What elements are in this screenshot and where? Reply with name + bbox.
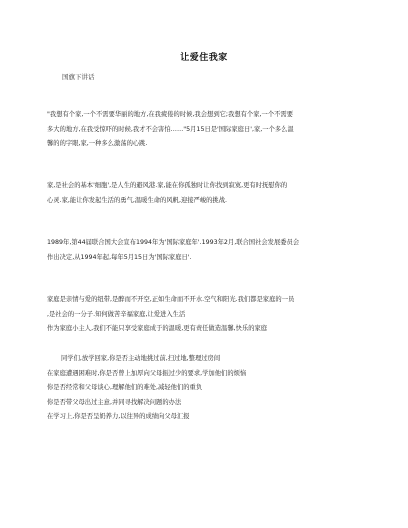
paragraph-3 (47, 236, 367, 265)
paragraph-line: 作出决定,从1994年起,每年5月15日为'国际家庭日'. (47, 253, 192, 261)
paragraph-line: 多大的地方,在我受惊吓的时候,我才不会害怕……"5月15日是'国际家庭日',家,一个多么温 (47, 125, 294, 133)
paragraph-line: 在家庭遭遇困难时,你是否曾上加厚向父母振过少的要求,学加他们的烦恼 (47, 369, 247, 377)
paragraph-line: 同学们,放学回家,你是否主动地挑过前,扫过地,整理过房间 (61, 355, 221, 362)
paragraph-line: 家庭是亲情与爱的纽带,是醉而不开空,正如生命而不开水.空气和阳光.我们都是家庭的一员 (47, 296, 295, 303)
paragraph-line: 心灵.家,能让你发起生活的勇气,温暖生命的风帆,迎接严峻的挑战. (47, 196, 228, 204)
paragraph-line: 作为家庭小主人,我们不能只享受家庭成于的温暖,更有责任做造温馨,快乐的家庭 (47, 325, 268, 332)
paragraph-line: 你是否经常和父母谈心,理解他们的难处,减轻他们的重负 (47, 384, 203, 391)
paragraph-line: 你是否带父母出过主意,并同寻找解决问题的办法 (47, 398, 182, 406)
paragraph-5 (47, 352, 367, 425)
paragraph-1 (47, 108, 367, 152)
paragraph-line: 1989年,第44届联合国大会宣布1994年为'国际家庭年'.1993年2月,联合国社会发展委员会 (47, 239, 300, 246)
document-title: 让爱住我家 (180, 53, 228, 63)
paragraph-4 (47, 293, 367, 337)
paragraph-line: ,是社会的一分子.知何做苦辛福家庭,让爱进入生活 (47, 310, 186, 318)
paragraph-line: "我想有个家,一个不需要华丽的地方,在我疲倦的时候,我会想到它;我想有个家,一个不需要 (47, 111, 294, 118)
document-subtitle: 国旗下讲话 (62, 73, 95, 81)
paragraph-line: 馨的的字眼,家,一种多么激荡的心跳. (47, 140, 148, 147)
paragraph-line: 在学习上,你是否呈奶养力,以往异的成绩向父母汇报 (47, 413, 190, 420)
paragraph-line: 家,是社会的基本'细胞',是人生的避风港.家,能在你孤独时让你找到寂寞,更有时抚慰你的 (47, 182, 288, 189)
paragraph-2 (47, 179, 367, 208)
